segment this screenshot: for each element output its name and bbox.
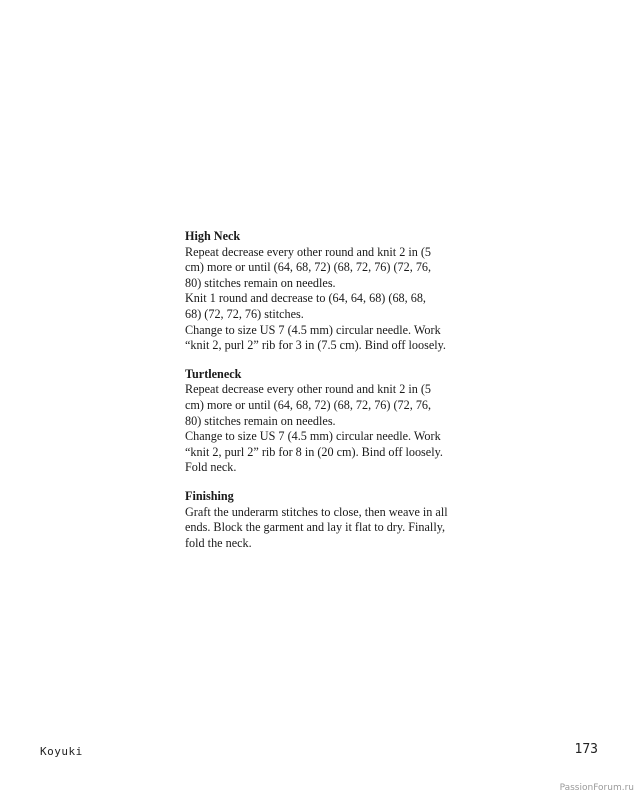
section-line: Change to size US 7 (4.5 mm) circular needle. Work: [185, 429, 441, 444]
footer-page-number: 173: [574, 742, 598, 757]
section-line: fold the neck.: [185, 535, 252, 550]
section-line: Repeat decrease every other round and knit 2 in (5: [185, 244, 432, 259]
section-heading: Turtleneck: [185, 366, 242, 381]
section-line: 68) (72, 72, 76) stitches.: [185, 306, 304, 321]
section-turtleneck: [185, 367, 470, 476]
section-line: Fold neck.: [185, 460, 237, 475]
section-line: Repeat decrease every other round and knit 2 in (5: [185, 382, 432, 397]
section-finishing: [185, 489, 470, 551]
section-line: cm) more or until (64, 68, 72) (68, 72, 76) (72, 76,: [185, 397, 432, 412]
section-line: ends. Block the garment and lay it flat to dry. Finally,: [185, 520, 446, 535]
section-high-neck: [185, 229, 470, 354]
section-heading: High Neck: [185, 229, 241, 243]
section-line: Change to size US 7 (4.5 mm) circular needle. Work: [185, 322, 441, 337]
section-line: 80) stitches remain on needles.: [185, 275, 336, 290]
section-line: 80) stitches remain on needles.: [185, 413, 336, 428]
section-line: “knit 2, purl 2” rib for 3 in (7.5 cm). Bind off loosely.: [185, 338, 446, 353]
watermark: PassionForum.ru: [559, 783, 634, 793]
section-line: Graft the underarm stitches to close, then weave in all: [185, 504, 448, 519]
section-line: Knit 1 round and decrease to (64, 64, 68) (68, 68,: [185, 291, 426, 306]
section-line: cm) more or until (64, 68, 72) (68, 72, 76) (72, 76,: [185, 260, 432, 275]
page-body: [185, 229, 470, 564]
section-line: “knit 2, purl 2” rib for 8 in (20 cm). Bind off loosely.: [185, 444, 443, 459]
footer-book-name: Koyuki: [40, 745, 83, 758]
section-heading: Finishing: [185, 488, 234, 503]
